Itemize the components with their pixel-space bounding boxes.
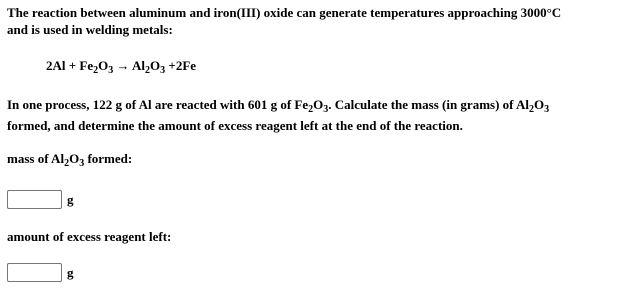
q1-label-al-subscript: 2 [64,158,70,169]
equation-o-subscript: 3 [108,65,114,76]
problem-line-2: formed, and determine the amount of excess reagent left at the end of the reaction. [7,118,463,133]
problem-text-a: In one process, 122 g of Al are reacted with 601 g of Fe [7,97,309,112]
mass-al2o3-input[interactable] [7,190,62,209]
excess-reagent-input[interactable] [7,263,62,282]
problem-o-subscript: 3 [323,104,329,115]
problem-o-2-subscript: 3 [544,104,550,115]
equation-reactants: 2Al + Fe [46,58,94,73]
chemical-equation [46,58,196,74]
q1-label-prefix: mass of Al [7,151,65,166]
equation-fe-subscript: 2 [93,65,99,76]
problem-fe-subscript: 2 [308,104,314,115]
problem-o: O [313,97,324,112]
q1-label-suffix: formed: [84,151,133,166]
q1-label-o-subscript: 3 [79,158,85,169]
equation-o: O [98,58,109,73]
problem-o-2: O [534,97,545,112]
equation-arrow-al: → Al [113,58,146,73]
intro-line-1: The reaction between aluminum and iron(III) oxide can generate temperatures approaching 3000°C [7,5,562,20]
equation-al-subscript: 2 [145,65,151,76]
q2-unit-label: g [67,265,74,280]
intro-line-2: and is used in welding metals: [7,22,173,37]
problem-line-1 [7,97,549,113]
equation-o-product-subscript: 3 [160,65,166,76]
problem-al-subscript: 2 [529,104,535,115]
q1-unit-label: g [67,192,74,207]
question-2-label: amount of excess reagent left: [7,229,172,244]
problem-text-b: . Calculate the mass (in grams) of Al [328,97,530,112]
equation-o-product: O [150,58,161,73]
question-1-label [7,151,132,167]
q1-label-o: O [69,151,80,166]
equation-products-tail: +2Fe [165,58,197,73]
